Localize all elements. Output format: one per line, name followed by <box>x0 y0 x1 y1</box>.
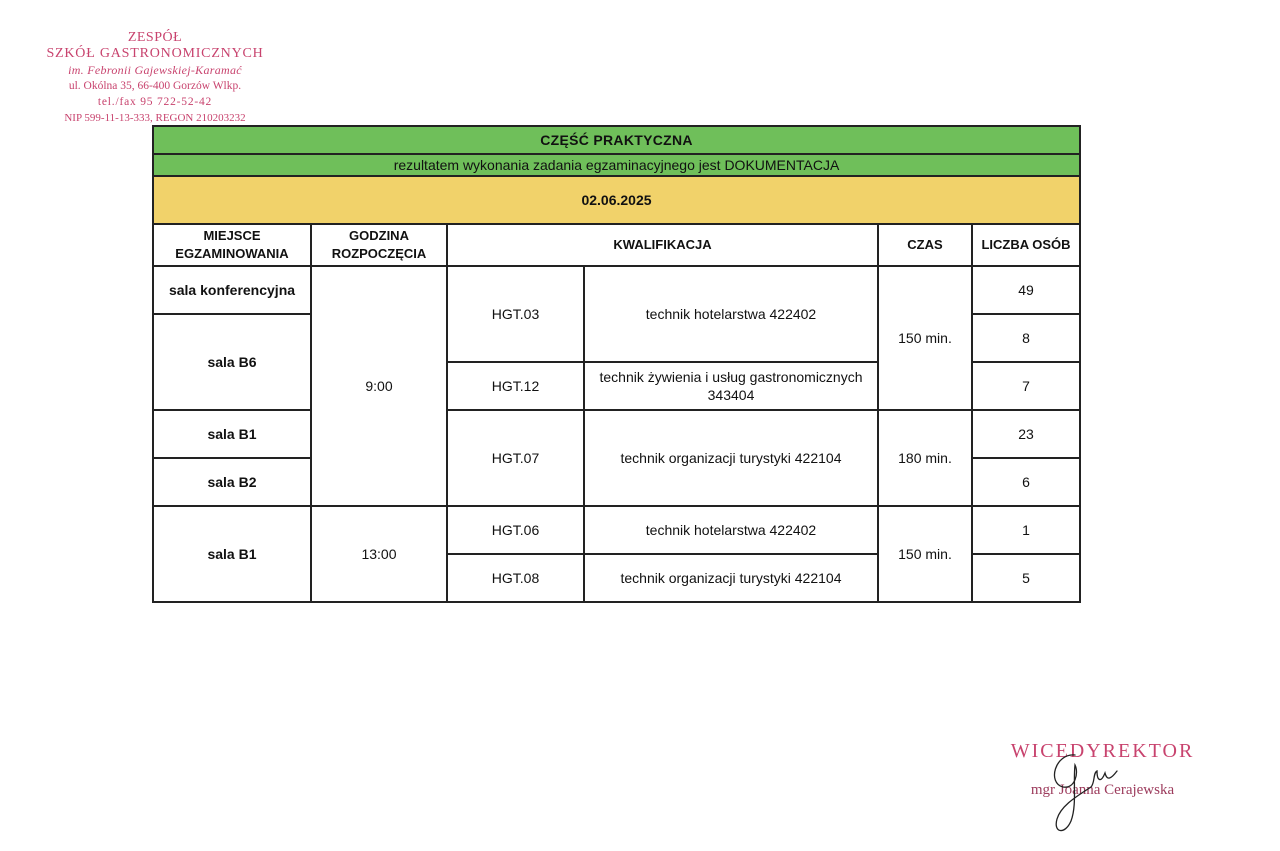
start-time-cell: 13:00 <box>311 506 447 602</box>
room-cell: sala B1 <box>153 410 311 458</box>
qualification-code-cell: HGT.08 <box>447 554 584 602</box>
count-cell: 49 <box>972 266 1080 314</box>
exam-date: 02.06.2025 <box>153 176 1080 224</box>
header-place <box>153 224 311 266</box>
handwritten-signature-icon <box>1035 743 1125 838</box>
qualification-name-line2: 343404 <box>707 387 755 403</box>
qualification-name-line1: technik żywienia i usług gastronomicznych <box>599 369 863 385</box>
room-cell: sala B6 <box>153 314 311 410</box>
room-cell: sala B1 <box>153 506 311 602</box>
table-title: CZĘŚĆ PRAKTYCZNA <box>153 126 1080 154</box>
signature-stamp <box>1000 738 1205 799</box>
header-time-line2: ROZPOCZĘCIA <box>331 246 427 261</box>
header-count: LICZBA OSÓB <box>972 224 1080 266</box>
stamp-line: NIP 599-11-13-333, REGON 210203232 <box>64 112 246 124</box>
table-title-row <box>153 126 1080 154</box>
header-duration: CZAS <box>878 224 972 266</box>
table-date-row <box>153 176 1080 224</box>
count-cell: 7 <box>972 362 1080 410</box>
count-cell: 6 <box>972 458 1080 506</box>
duration-cell: 150 min. <box>878 506 972 602</box>
count-cell: 5 <box>972 554 1080 602</box>
signatory-name: mgr Joanna Cerajewska <box>1030 782 1175 798</box>
room-cell: sala B2 <box>153 458 311 506</box>
header-time-line1: GODZINA <box>349 228 409 243</box>
qualification-code-cell: HGT.06 <box>447 506 584 554</box>
header-place-line1: MIEJSCE <box>203 228 261 243</box>
table-subtitle: rezultatem wykonania zadania egzaminacyjnego jest DOKUMENTACJA <box>153 154 1080 176</box>
count-cell: 8 <box>972 314 1080 362</box>
qualification-name-cell: technik hotelarstwa 422402 <box>584 506 878 554</box>
stamp-line: tel./fax 95 722-52-42 <box>97 96 213 108</box>
stamp-line: SZKÓŁ GASTRONOMICZNYCH <box>46 46 264 61</box>
qualification-code-cell: HGT.12 <box>447 362 584 410</box>
school-stamp <box>30 30 280 126</box>
count-cell: 23 <box>972 410 1080 458</box>
header-place-line2: EGZAMINOWANIA <box>175 246 289 261</box>
table-row <box>153 266 1080 314</box>
qualification-name-cell: technik organizacji turystyki 422104 <box>584 410 878 506</box>
table-row <box>153 410 1080 458</box>
room-cell: sala konferencyjna <box>153 266 311 314</box>
qualification-name-cell <box>584 362 878 410</box>
stamp-line: im. Febronii Gajewskiej-Karamać <box>68 63 242 77</box>
exam-schedule-table <box>152 125 1081 603</box>
table-subtitle-row <box>153 154 1080 176</box>
qualification-name-cell: technik hotelarstwa 422402 <box>584 266 878 362</box>
table-row <box>153 506 1080 554</box>
qualification-code-cell: HGT.03 <box>447 266 584 362</box>
start-time-cell: 9:00 <box>311 266 447 506</box>
count-cell: 1 <box>972 506 1080 554</box>
header-qualification: KWALIFIKACJA <box>447 224 878 266</box>
duration-cell: 180 min. <box>878 410 972 506</box>
header-time <box>311 224 447 266</box>
stamp-line: ul. Okólna 35, 66-400 Gorzów Wlkp. <box>68 80 242 92</box>
duration-cell: 150 min. <box>878 266 972 410</box>
signatory-role: WICEDYREKTOR <box>1010 740 1195 762</box>
qualification-name-cell: technik organizacji turystyki 422104 <box>584 554 878 602</box>
header-row <box>153 224 1080 266</box>
qualification-code-cell: HGT.07 <box>447 410 584 506</box>
stamp-line: ZESPÓŁ <box>127 30 183 45</box>
